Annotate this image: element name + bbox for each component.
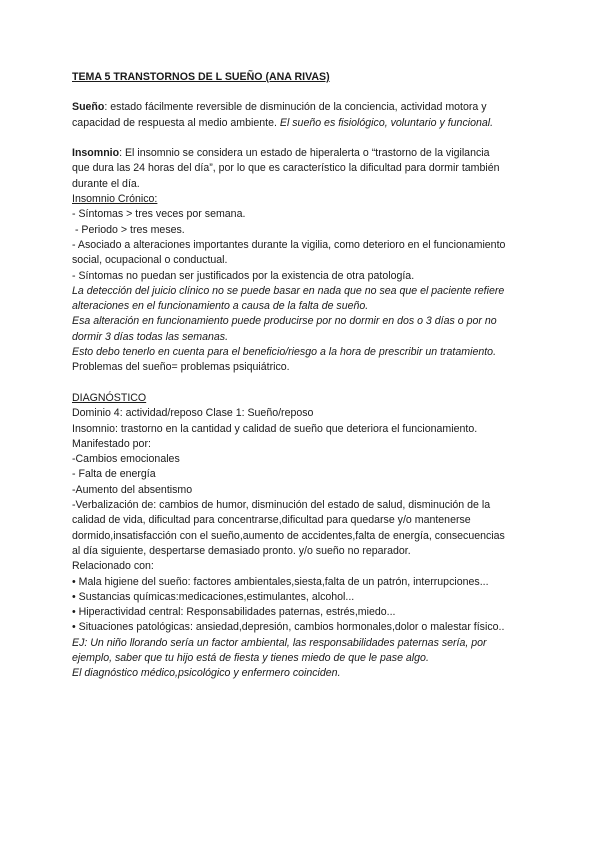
list-item: - Síntomas > tres veces por semana. [72,208,246,221]
italic-note: dormir 3 días todas las semanas. [72,330,229,343]
document-title: TEMA 5 TRANSTORNOS DE L SUEÑO (ANA RIVAS) [72,71,330,83]
diagnostico-line: -Aumento del absentismo [72,483,193,496]
list-item: - Síntomas no puedan ser justificados por la existencia de otra patología. [72,269,415,282]
diagnostico-line: Relacionado con: [72,560,154,573]
italic-note: alteraciones en el funcionamiento a causa de la falta de sueño. [72,300,369,313]
document-page [72,70,532,682]
diagnostico-line: Manifestado por: [72,437,151,450]
diagnostico-line: dormido,insatisfacción con el sueño,aumento de accidentes,falta de energía, consecuencias [72,529,505,542]
insomnio-cronico-heading: Insomnio Crónico: [72,193,158,206]
diagnostico-line: al día siguiente, despertarse demasiado pronto. y/o sueño no reparador. [72,544,411,557]
list-item: social, ocupacional o conductual. [72,254,228,267]
sueno-italic-note: El sueño es fisiológico, voluntario y funcional. [279,116,494,129]
diagnostico-line: -Verbalización de: cambios de humor, disminución del estado de salud, disminución de la [72,499,491,512]
sueno-text-1: : estado fácilmente reversible de disminución de la conciencia, actividad motora y [104,101,487,114]
insomnio-definition-line-3: durante el día. [72,177,140,190]
bullet-item: • Sustancias químicas:medicaciones,estimulantes, alcohol... [72,590,355,603]
italic-note: El diagnóstico médico,psicológico y enfermero coinciden. [72,667,341,680]
italic-note: EJ: Un niño llorando sería un factor ambiental, las responsabilidades paternas sería, por [72,636,487,649]
sueno-label: Sueño [72,101,105,114]
insomnio-label: Insomnio [72,147,120,160]
bullet-item: • Hiperactividad central: Responsabilidades paternas, estrés,miedo... [72,606,396,619]
sueno-text-2: capacidad de respuesta al medio ambiente. [72,116,280,129]
diagnostico-line: - Falta de energía [72,468,156,481]
insomnio-text-1: : El insomnio se considera un estado de hiperalerta o “trastorno de la vigilancia [119,147,490,160]
list-item: - Periodo > tres meses. [72,223,185,236]
bullet-item: • Situaciones patológicas: ansiedad,depresión, cambios hormonales,dolor o malestar físico.. [72,621,505,634]
italic-note: ejemplo, saber que tu hijo está de fiesta y tienes miedo de que le pase algo. [72,651,429,664]
diagnostico-line: Dominio 4: actividad/reposo Clase 1: Sueño/reposo [72,407,314,420]
diagnostico-line: calidad de vida, dificultad para concentrarse,dificultad para quedarse y/o mantenerse [72,514,471,527]
diagnostico-line: -Cambios emocionales [72,453,180,466]
italic-note: La detección del juicio clínico no se puede basar en nada que no sea que el paciente refiere [72,284,505,297]
italic-note: Esa alteración en funcionamiento puede producirse por no dormir en dos o 3 días o por no [72,315,497,328]
bullet-item: • Mala higiene del sueño: factores ambientales,siesta,falta de un patrón, interrupciones... [72,575,489,588]
sueno-definition-line-1 [72,100,532,115]
problemas-line: Problemas del sueño= problemas psiquiátrico. [72,361,290,374]
spacer [72,376,532,391]
insomnio-definition-line-1 [72,146,532,161]
sueno-definition-line-2 [72,116,532,131]
diagnostico-heading: DIAGNÓSTICO [72,391,147,404]
italic-note: Esto debo tenerlo en cuenta para el beneficio/riesgo a la hora de prescribir un tratamiento. [72,346,497,359]
diagnostico-line: Insomnio: trastorno en la cantidad y calidad de sueño que deteriora el funcionamiento. [72,422,478,435]
list-item: - Asociado a alteraciones importantes durante la vigilia, como deterioro en el funcionamiento [72,238,506,251]
spacer [72,131,532,146]
insomnio-definition-line-2: que dura las 24 horas del día”, por lo que es característico la dificultad para dormir también [72,162,500,175]
